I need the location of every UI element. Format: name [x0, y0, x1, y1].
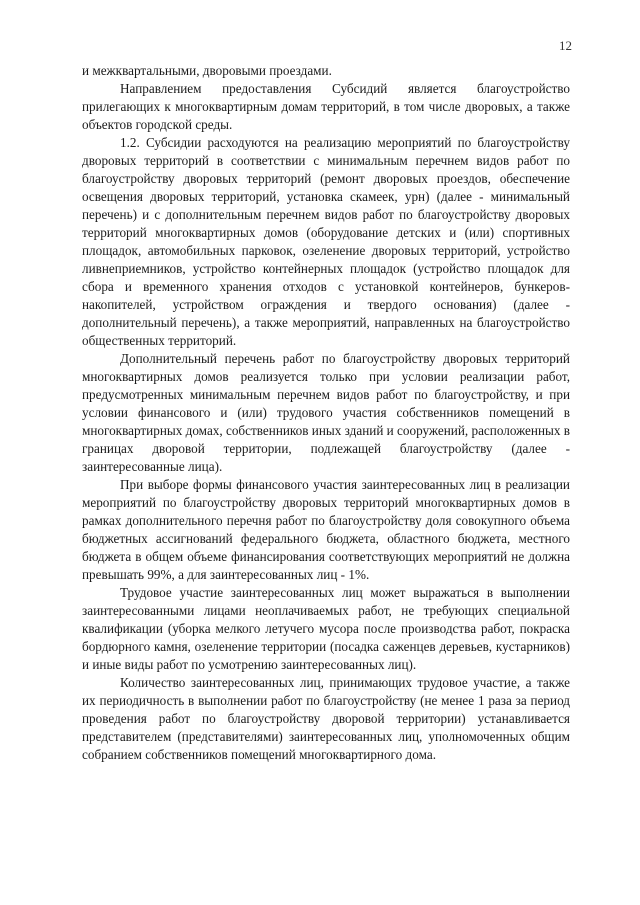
paragraph-subsidy-direction: Направлением предоставления Субсидий является благоустройство прилегающих к многоквартирным домам территорий, в том числе дворовых, а также объектов городской среды. — [82, 81, 570, 132]
paragraph-continuation: и межквартальными, дворовыми проездами. — [82, 63, 332, 78]
paragraph-labor-participation: Трудовое участие заинтересованных лиц может выражаться в выполнении заинтересованными лицами неоплачиваемых работ, не требующих специальной квалификации (уборка мелкого летучего мусора после производства работ, покраска бордюрного камня, озеленение территории (посадка саженцев деревьев, кустарников) и иные виды работ по усмотрению заинтересованных лиц). — [82, 585, 570, 672]
paragraph-participants-count: Количество заинтересованных лиц, принимающих трудовое участие, а также их периодичность в выполнении работ по благоустройству (не менее 1 раза за период проведения работ по благоустройству дворовой территории) устанавливается представителем (представителями) заинтересованных лиц, уполномоченных общим собранием собственников помещений многоквартирного дома. — [82, 675, 570, 762]
paragraph-section-1-2: 1.2. Субсидии расходуются на реализацию мероприятий по благоустройству дворовых территорий в соответствии с минимальным перечнем видов работ по благоустройству дворовых территорий (ремонт дворовых проездов, обеспечение освещения дворовых территорий, установка скамеек, урн) (далее - минимальный перечень) и с дополнительным перечнем видов работ по благоустройству дворовых территорий многоквартирных домов (оборудование детских и (или) спортивных площадок, автомобильных парковок, озеленение дворовых территорий, устройство ливнеприемников, устройство контейнерных площадок (устройство площадок для сбора и временного хранения отходов с установкой контейнеров, бункеров-накопителей, устройством ограждения и твердого основания) (далее - дополнительный перечень), а также мероприятий, направленных на благоустройство общественных территорий. — [82, 135, 570, 348]
page-number: 12 — [559, 38, 572, 53]
document-body — [82, 62, 570, 764]
paragraph-financial-participation: При выборе формы финансового участия заинтересованных лиц в реализации мероприятий по благоустройству дворовых территорий многоквартирных домов в рамках дополнительного перечня работ по благоустройству доля совокупного объема бюджетных ассигнований федерального бюджета, областного бюджета, местного бюджета в общем объеме финансирования соответствующих мероприятий не должна превышать 99%, а для заинтересованных лиц - 1%. — [82, 477, 570, 582]
paragraph-additional-list: Дополнительный перечень работ по благоустройству дворовых территорий многоквартирных домов реализуется только при условии реализации работ, предусмотренных минимальным перечнем видов работ по благоустройству, и при условии финансового и (или) трудового участия собственников помещений в многоквартирных домах, собственников иных зданий и сооружений, расположенных в границах дворовой территории, подлежащей благоустройству (далее - заинтересованные лица). — [82, 351, 570, 474]
